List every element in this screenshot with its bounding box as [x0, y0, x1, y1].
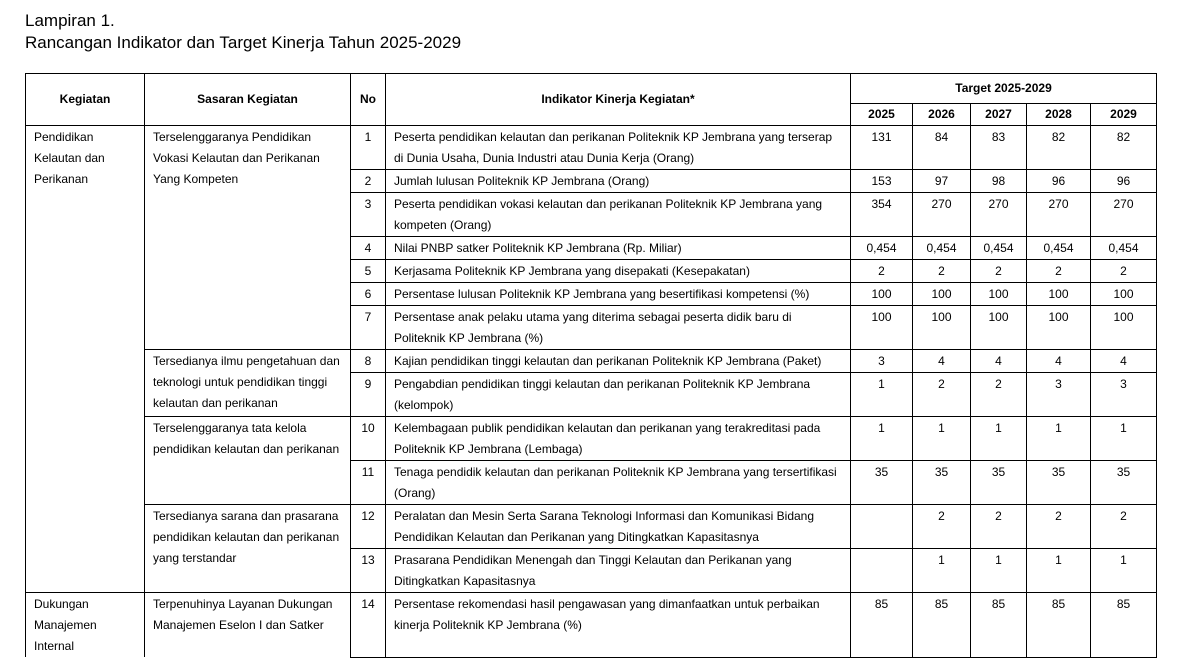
indikator-cell: Persentase lulusan Politeknik KP Jembrana yang besertifikasi kompetensi (%): [386, 283, 851, 306]
target-value: 100: [851, 283, 913, 306]
target-value: 82: [1027, 126, 1091, 170]
header-year: 2025: [851, 104, 913, 126]
row-number: 10: [351, 417, 386, 461]
target-value: 100: [913, 283, 971, 306]
document-heading: [25, 10, 461, 54]
target-value: 100: [1027, 306, 1091, 350]
target-value: 85: [913, 593, 971, 658]
target-value: 0,454: [913, 237, 971, 260]
target-value: 1: [851, 417, 913, 461]
header-indikator: Indikator Kinerja Kegiatan*: [386, 74, 851, 126]
row-number: 3: [351, 193, 386, 237]
target-value: 1: [1091, 549, 1157, 593]
target-value: 82: [1091, 126, 1157, 170]
document-title: Rancangan Indikator dan Target Kinerja Tahun 2025-2029: [25, 33, 462, 52]
target-value: 0,454: [1027, 237, 1091, 260]
indikator-cell: Peserta pendidikan vokasi kelautan dan perikanan Politeknik KP Jembrana yang kompeten (Orang): [386, 193, 851, 237]
header-kegiatan: Kegiatan: [26, 74, 145, 126]
target-value: 0,454: [1091, 237, 1157, 260]
target-value: 35: [913, 461, 971, 505]
target-value: 35: [1091, 461, 1157, 505]
row-number: 11: [351, 461, 386, 505]
target-value: 270: [971, 193, 1027, 237]
table-row: [26, 505, 1157, 549]
target-value: 1: [913, 549, 971, 593]
target-value: 2: [971, 373, 1027, 417]
target-value: 1: [1027, 549, 1091, 593]
target-value: 85: [971, 593, 1027, 658]
target-value: 4: [1027, 350, 1091, 373]
header-sasaran: Sasaran Kegiatan: [145, 74, 351, 126]
indikator-cell: Jumlah lulusan Politeknik KP Jembrana (Orang): [386, 170, 851, 193]
indikator-cell: Nilai PNBP satker Politeknik KP Jembrana (Rp. Miliar): [386, 237, 851, 260]
target-value: 2: [1027, 505, 1091, 549]
target-value: 100: [1091, 306, 1157, 350]
header-year: 2027: [971, 104, 1027, 126]
target-value: 2: [971, 260, 1027, 283]
sasaran-cell: Terselenggaranya tata kelola pendidikan kelautan dan perikanan: [145, 417, 351, 505]
sasaran-cell: Terpenuhinya Layanan Dukungan Manajemen Eselon I dan Satker: [145, 593, 351, 658]
target-value: 270: [1091, 193, 1157, 237]
target-value: 100: [971, 283, 1027, 306]
target-value: 2: [913, 505, 971, 549]
header-year: 2028: [1027, 104, 1091, 126]
target-value: 1: [913, 417, 971, 461]
kegiatan-cell: Dukungan Manajemen Internal: [26, 593, 145, 658]
row-number: 6: [351, 283, 386, 306]
target-value: 2: [971, 505, 1027, 549]
header-target: Target 2025-2029: [851, 74, 1157, 104]
target-value: 97: [913, 170, 971, 193]
target-value: 2: [913, 260, 971, 283]
target-value: [851, 505, 913, 549]
target-value: 96: [1091, 170, 1157, 193]
header-no: No: [351, 74, 386, 126]
indikator-cell: Pengabdian pendidikan tinggi kelautan dan perikanan Politeknik KP Jembrana (kelompok): [386, 373, 851, 417]
target-value: 2: [1091, 505, 1157, 549]
row-number: 5: [351, 260, 386, 283]
target-value: 153: [851, 170, 913, 193]
target-value: 0,454: [851, 237, 913, 260]
target-value: 0,454: [971, 237, 1027, 260]
target-value: 100: [913, 306, 971, 350]
target-value: 1: [1091, 417, 1157, 461]
row-number: 14: [351, 593, 386, 658]
target-value: 35: [1027, 461, 1091, 505]
table-row: [26, 593, 1157, 658]
row-number: 7: [351, 306, 386, 350]
indikator-cell: Kajian pendidikan tinggi kelautan dan perikanan Politeknik KP Jembrana (Paket): [386, 350, 851, 373]
row-number: 9: [351, 373, 386, 417]
sasaran-cell: Tersedianya sarana dan prasarana pendidikan kelautan dan perikanan yang terstandar: [145, 505, 351, 593]
target-value: 100: [971, 306, 1027, 350]
indikator-cell: Kelembagaan publik pendidikan kelautan dan perikanan yang terakreditasi pada Politeknik KP Jembrana (Lembaga): [386, 417, 851, 461]
target-value: 354: [851, 193, 913, 237]
row-number: 4: [351, 237, 386, 260]
target-value: 1: [1027, 417, 1091, 461]
target-value: 3: [1027, 373, 1091, 417]
indikator-cell: Persentase rekomendasi hasil pengawasan yang dimanfaatkan untuk perbaikan kinerja Politeknik KP Jembrana (%): [386, 593, 851, 658]
target-value: 131: [851, 126, 913, 170]
target-value: 4: [1091, 350, 1157, 373]
target-value: 83: [971, 126, 1027, 170]
target-value: 2: [1027, 260, 1091, 283]
table-row: [26, 126, 1157, 170]
row-number: 13: [351, 549, 386, 593]
target-value: [851, 549, 913, 593]
indikator-cell: Peralatan dan Mesin Serta Sarana Teknologi Informasi dan Komunikasi Bidang Pendidikan Kelautan dan Perikanan yang Ditingkatkan Kapasitasnya: [386, 505, 851, 549]
target-value: 2: [851, 260, 913, 283]
indikator-cell: Tenaga pendidik kelautan dan perikanan Politeknik KP Jembrana yang tersertifikasi (Orang): [386, 461, 851, 505]
target-value: 1: [971, 549, 1027, 593]
target-value: 2: [1091, 260, 1157, 283]
target-value: 100: [1027, 283, 1091, 306]
indikator-cell: Prasarana Pendidikan Menengah dan Tinggi Kelautan dan Perikanan yang Ditingkatkan Kapasitasnya: [386, 549, 851, 593]
target-value: 85: [851, 593, 913, 658]
target-value: 1: [851, 373, 913, 417]
row-number: 8: [351, 350, 386, 373]
kegiatan-cell: Pendidikan Kelautan dan Perikanan: [26, 126, 145, 593]
row-number: 2: [351, 170, 386, 193]
sasaran-cell: Tersedianya ilmu pengetahuan dan teknologi untuk pendidikan tinggi kelautan dan perikanan: [145, 350, 351, 417]
target-value: 98: [971, 170, 1027, 193]
target-table: [25, 73, 1157, 658]
table-row: [26, 350, 1157, 373]
target-value: 3: [1091, 373, 1157, 417]
target-value: 270: [1027, 193, 1091, 237]
target-value: 84: [913, 126, 971, 170]
header-year: 2029: [1091, 104, 1157, 126]
target-value: 100: [851, 306, 913, 350]
sasaran-cell: Terselenggaranya Pendidikan Vokasi Kelautan dan Perikanan Yang Kompeten: [145, 126, 351, 350]
appendix-label: Lampiran 1.: [25, 11, 115, 30]
target-value: 3: [851, 350, 913, 373]
target-value: 4: [913, 350, 971, 373]
header-year: 2026: [913, 104, 971, 126]
target-value: 2: [913, 373, 971, 417]
indikator-cell: Kerjasama Politeknik KP Jembrana yang disepakati (Kesepakatan): [386, 260, 851, 283]
row-number: 1: [351, 126, 386, 170]
indikator-cell: Peserta pendidikan kelautan dan perikanan Politeknik KP Jembrana yang terserap di Dunia Usaha, Dunia Industri atau Dunia Kerja (Orang): [386, 126, 851, 170]
target-value: 35: [851, 461, 913, 505]
table-row: [26, 417, 1157, 461]
target-value: 100: [1091, 283, 1157, 306]
target-value: 35: [971, 461, 1027, 505]
target-value: 85: [1027, 593, 1091, 658]
target-value: 96: [1027, 170, 1091, 193]
target-value: 4: [971, 350, 1027, 373]
row-number: 12: [351, 505, 386, 549]
indikator-cell: Persentase anak pelaku utama yang diterima sebagai peserta didik baru di Politeknik KP Jembrana (%): [386, 306, 851, 350]
target-value: 270: [913, 193, 971, 237]
target-value: 85: [1091, 593, 1157, 658]
target-value: 1: [971, 417, 1027, 461]
